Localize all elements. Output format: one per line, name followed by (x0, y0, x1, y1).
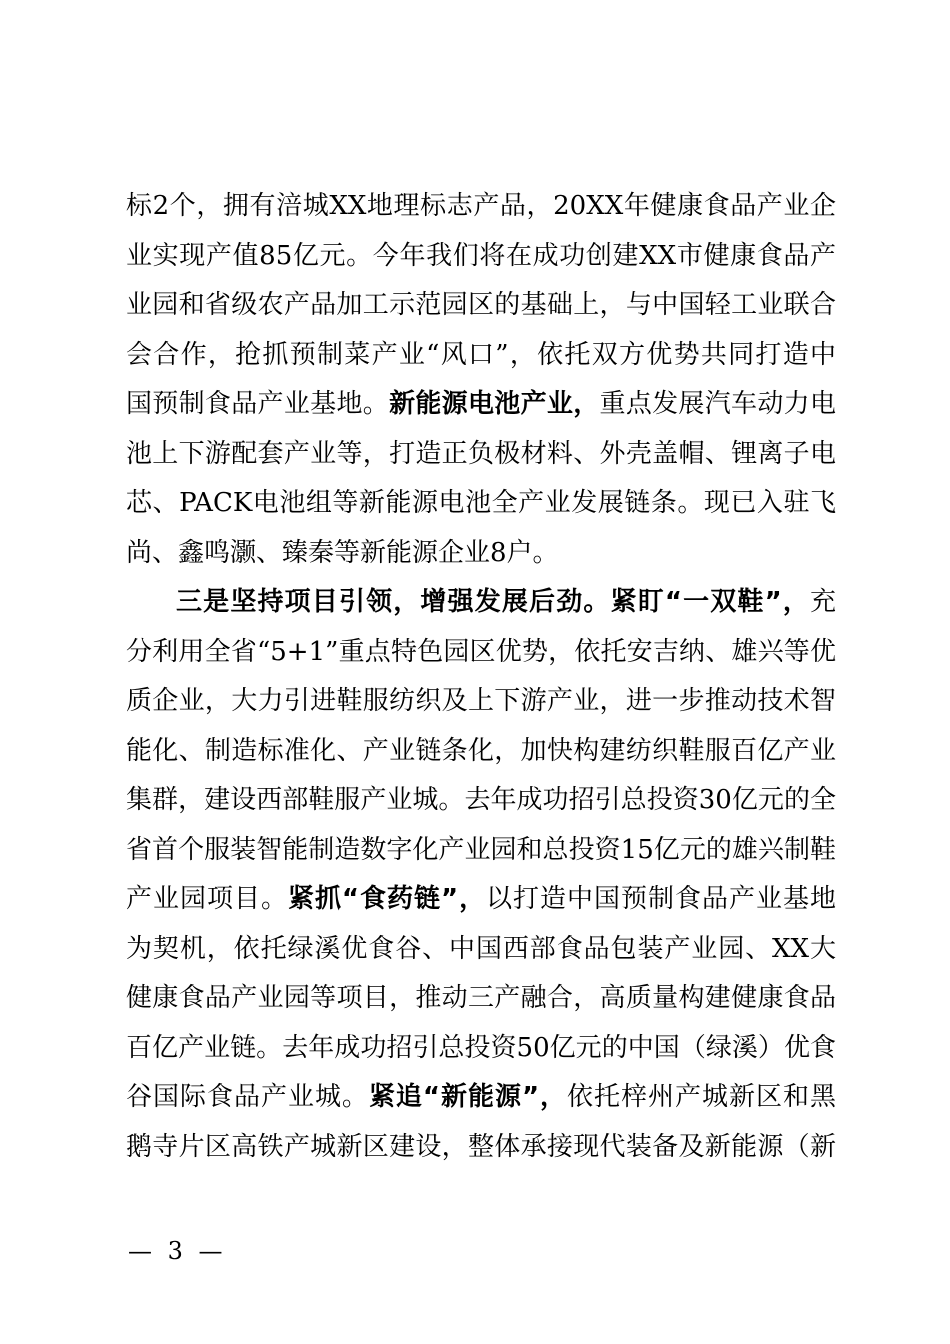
text-run: 池上下游配套产业等，打造正负极材料、外壳盖帽、锂离子电 (126, 438, 836, 469)
text-line (126, 232, 836, 282)
text-line (126, 677, 836, 727)
text-run: 为契机，依托绿溪优食谷、中国西部食品包装产业园、XX大 (126, 933, 836, 964)
text-run: 集群，建设西部鞋服产业城。去年成功招引总投资30亿元的全 (126, 785, 836, 815)
text-run: 标2个，拥有涪城XX地理标志产品，20XX年健康食品产业企 (126, 191, 836, 221)
text-run: 质企业，大力引进鞋服纺织及上下游产业，进一步推动技术智 (126, 686, 836, 716)
text-run: 芯、PACK电池组等新能源电池全产业发展链条。现已入驻飞 (126, 488, 836, 518)
text-line (126, 776, 836, 826)
text-run: 能化、制造标准化、产业链条化，加快构建纺织鞋服百亿产业 (126, 735, 836, 766)
text-line (126, 1073, 836, 1123)
text-line (126, 182, 836, 232)
text-run: 重点发展汽车动力电 (599, 389, 836, 419)
body-text (126, 182, 836, 1172)
bold-heading-run: 紧追“新能源”， (368, 1082, 568, 1112)
text-line (126, 430, 836, 480)
bold-heading-run: 新能源电池产业， (389, 389, 600, 419)
text-run: 会合作，抢抓预制菜产业“风口”，依托双方优势共同打造中 (126, 339, 836, 370)
text-line (126, 1024, 836, 1074)
text-run: 尚、鑫鸣灏、臻秦等新能源企业8户。 (126, 537, 559, 568)
text-line (126, 1123, 836, 1173)
text-run: 鹅寺片区高铁产城新区建设，整体承接现代装备及新能源（新 (126, 1131, 836, 1162)
page-number: — 3 — (128, 1237, 227, 1265)
text-line (126, 826, 836, 876)
text-run: 以打造中国预制食品产业基地 (486, 884, 836, 914)
text-line (126, 281, 836, 331)
text-run: 百亿产业链。去年成功招引总投资50亿元的中国（绿溪）优食 (126, 1032, 836, 1063)
text-run: 国预制食品产业基地。 (126, 389, 390, 419)
text-run: 产业园项目。 (126, 884, 288, 914)
text-line (126, 331, 836, 381)
text-run: 健康食品产业园等项目，推动三产融合，高质量构建健康食品 (126, 983, 836, 1013)
text-run: 依托梓州产城新区和黑 (567, 1082, 836, 1112)
bold-heading-run: 紧抓“食药链”， (287, 884, 487, 914)
text-run: 业园和省级农产品加工示范园区的基础上，与中国轻工业联合 (126, 290, 836, 320)
text-line (126, 529, 836, 579)
text-line (126, 875, 836, 925)
text-run: 分利用全省“5+1”重点特色园区优势，依托安吉纳、雄兴等优 (126, 636, 836, 667)
text-run: 谷国际食品产业城。 (126, 1082, 369, 1112)
text-line (126, 578, 836, 628)
bold-heading-run: 三是坚持项目引领，增强发展后劲。紧盯“一双鞋”， (176, 587, 810, 617)
text-line (126, 380, 836, 430)
text-line (126, 925, 836, 975)
text-line (126, 628, 836, 678)
text-run: 业实现产值85亿元。今年我们将在成功创建XX市健康食品产 (126, 240, 836, 271)
text-run: 省首个服装智能制造数字化产业园和总投资15亿元的雄兴制鞋 (126, 834, 836, 865)
text-line (126, 974, 836, 1024)
text-line (126, 727, 836, 777)
text-run: 充 (809, 587, 836, 617)
text-line (126, 479, 836, 529)
